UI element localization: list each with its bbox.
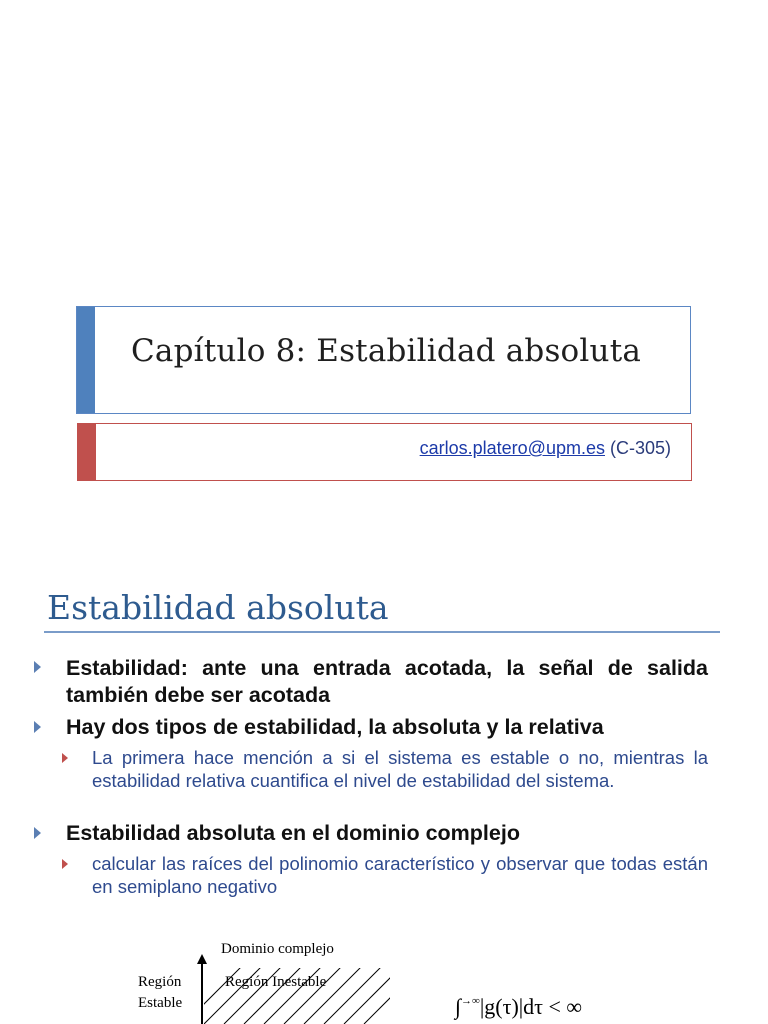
unstable-label: Región Inestable bbox=[225, 974, 327, 990]
formula-body: |g(τ)|dτ < ∞ bbox=[479, 994, 583, 1019]
domain-label: Dominio complejo bbox=[221, 941, 334, 957]
bullet-1-text: Estabilidad: ante una entrada acotada, la señal de salida también debe ser acotada bbox=[66, 656, 708, 707]
sub-bullet-2: calcular las raíces del polinomio característico y observar que todas están en semiplano negativo bbox=[92, 853, 708, 897]
stability-formula: ∫→∞|g(τ)|dτ < ∞ bbox=[455, 994, 583, 1019]
sub-bullet-1: La primera hace mención a si el sistema es estable o no, mientras la estabilidad relativa cuantifica el nivel de estabilidad del sistema. bbox=[92, 747, 708, 791]
contact-box bbox=[77, 423, 692, 481]
title-divider bbox=[44, 631, 720, 633]
bullet-2-text: Hay dos tipos de estabilidad, la absoluta y la relativa bbox=[66, 715, 604, 739]
bullet-3-text: Estabilidad absoluta en el dominio complejo bbox=[66, 821, 520, 845]
title-box bbox=[76, 306, 691, 414]
bullet-2 bbox=[66, 714, 708, 741]
title-accent-bar bbox=[77, 307, 95, 413]
bullet-marker-icon bbox=[34, 721, 41, 733]
email-link[interactable]: carlos.platero@upm.es bbox=[419, 438, 605, 458]
contact-line bbox=[420, 438, 671, 459]
bullet-marker-icon bbox=[34, 827, 41, 839]
bullet-1 bbox=[66, 655, 708, 709]
formula-upper-limit: →∞ bbox=[461, 995, 480, 1007]
stable-label-1: Región bbox=[138, 974, 182, 990]
room-label: (C-305) bbox=[604, 438, 671, 458]
slide-title: Capítulo 8: Estabilidad absoluta bbox=[131, 333, 642, 369]
bullet-marker-icon bbox=[34, 661, 41, 673]
contact-accent-bar bbox=[78, 424, 96, 480]
section-title: Estabilidad absoluta bbox=[47, 588, 389, 627]
stable-label-2: Estable bbox=[138, 995, 183, 1011]
bullet-3 bbox=[66, 820, 708, 847]
sub-bullet-marker-icon bbox=[62, 859, 68, 869]
sub-bullet-marker-icon bbox=[62, 753, 68, 763]
